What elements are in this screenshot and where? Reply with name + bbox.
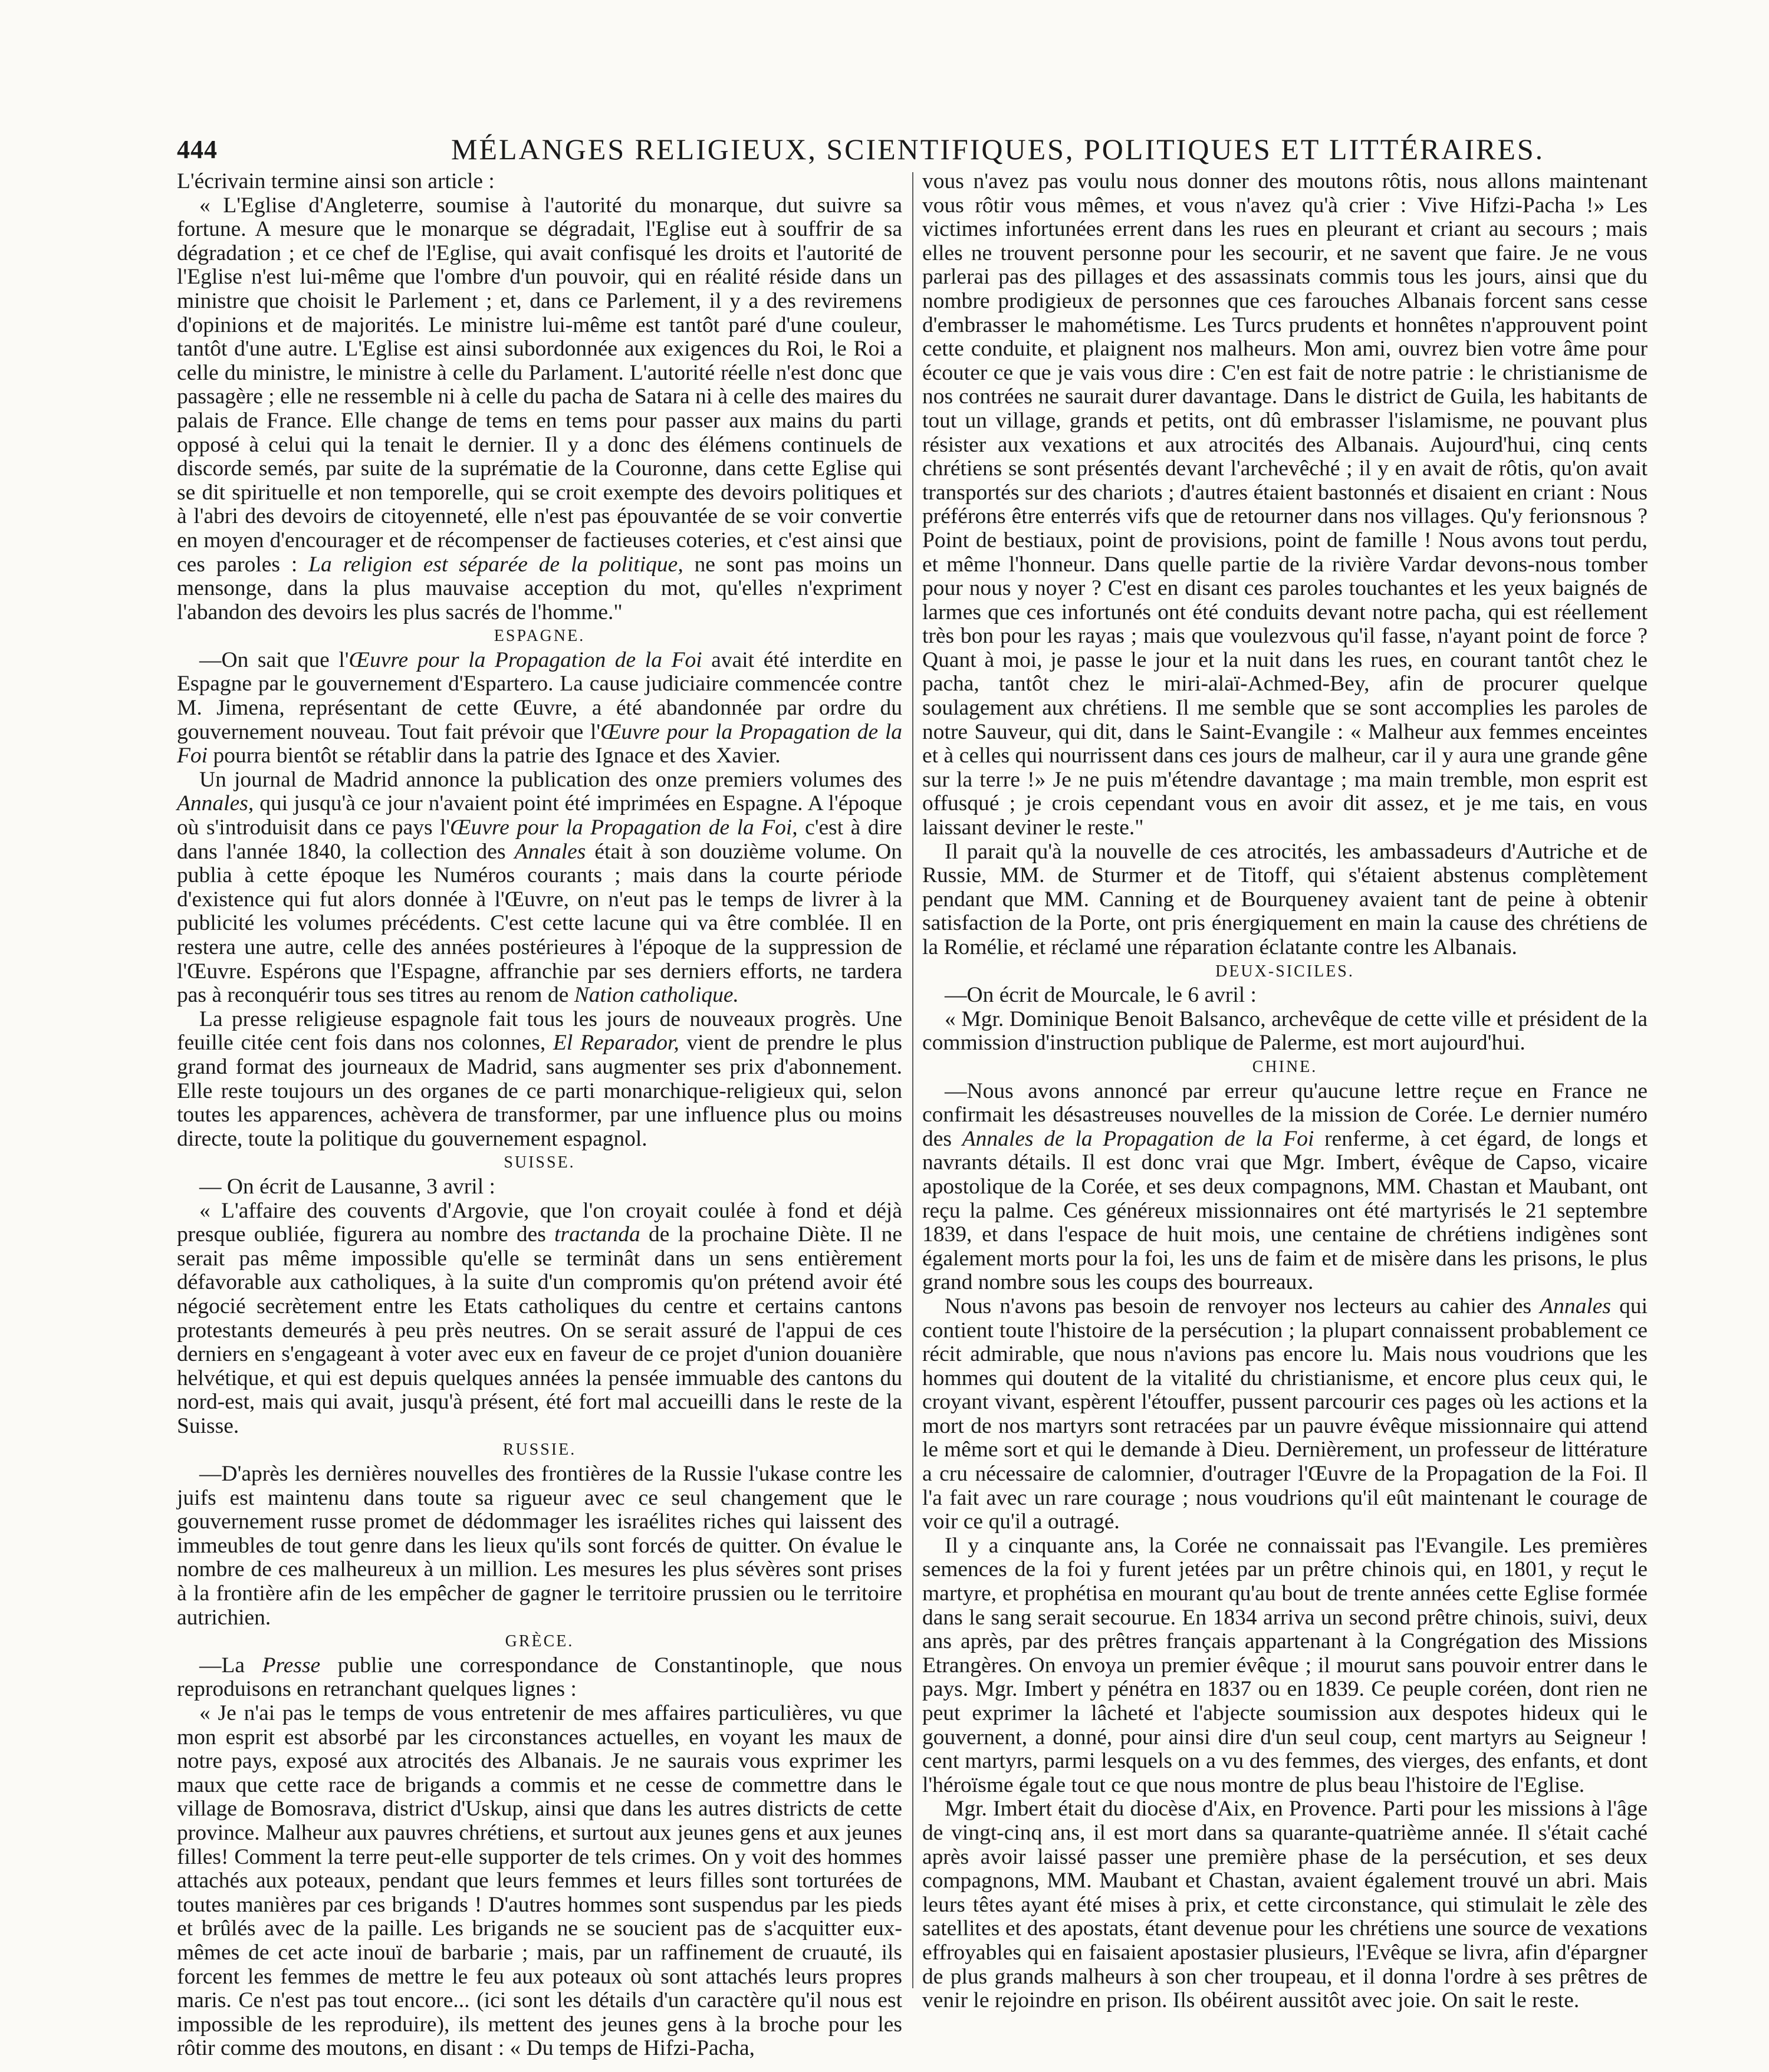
column-divider xyxy=(912,172,913,1988)
section-heading-chine: CHINE. xyxy=(1252,1057,1318,1076)
section-heading-russie: RUSSIE. xyxy=(502,1440,577,1459)
paragraph: — On écrit de Lausanne, 3 avril : xyxy=(199,1174,495,1199)
paragraph: Il y a cinquante ans, la Corée ne connaissait pas l'Evangile. Les premières semences de la foi y furent jetées par un prêtre chinois qui, en 1801, y reçut le martyre, et prophétisa en mourant qu'au bout de trente années cette Eglise formée dans le sang serait secourue. En 1834 arriva un second prêtre chinois, suivi, deux ans après, par des prêtres français appartenant à la Congrégation des Missions Etrangères. On envoya un premier évêque ; il mourut sans pouvoir entrer dans le pays. Mgr. Imbert y pénétra en 1837 ou en 1839. Ce peuple coréen, dont rien ne peut exprimer la lâcheté et l'abjecte soumission aux despotes hideux qui le gouvernent, a donné, pour ainsi dire d'un seul coup, cent martyrs au Seigneur ! cent martyrs, parmi lesquels on a vu des femmes, des vierges, des enfants, et dont l'héroïsme égale tout ce que nous montre de plus beau l'histoire de l'Eglise. xyxy=(922,1533,1648,1797)
right-column xyxy=(922,169,1648,2013)
page-header xyxy=(177,131,1639,172)
paragraph: —On sait que l'Œuvre pour la Propagation de la Foi avait été interdite en Espagne par le gouvernement d'Espartero. La cause judiciaire commencée contre M. Jimena, représentant de cette Œuvre, a été abandonnée par ordre du gouvernement nouveau. Tout fait prévoir que l'Œuvre pour la Propagation de la Foi pourra bientôt se rétablir dans la patrie des Ignace et des Xavier. xyxy=(177,647,903,768)
paragraph: Mgr. Imbert était du diocèse d'Aix, en Provence. Parti pour les missions à l'âge de vingt-cinq ans, il est mort dans sa quarante-quatrième année. Il s'était caché après avoir laissé passer une première phase de la persécution, et ses deux compagnons, MM. Maubant et Chastan, avaient également trouvé un abri. Mais leurs têtes ayant été mises à prix, et cette circonstance, qui stimulait le zèle des satellites et des apostats, étant devenue pour les chrétiens une source de vexations effroyables qui en faisaient apostasier plusieurs, l'Evêque se livra, afin d'épargner de plus grands malheurs à son cher troupeau, et il donna l'ordre à ses prêtres de venir le rejoindre en prison. Ils obéirent aussitôt avec joie. On sait le reste. xyxy=(922,1797,1648,2013)
paragraph: « L'affaire des couvents d'Argovie, que l'on croyait coulée à fond et déjà presque oubliée, figurera au nombre des tractanda de la prochaine Diète. Il ne serait pas même impossible qu'elle se terminât dans un sens entièrement défavorable aux catholiques, à la suite d'un compromis qu'on prétend avoir été négocié secrètement entre les Etats catholiques du centre et certains cantons protestants demeurés à peu près neutres. On se serait assuré de l'appui de ces derniers en s'engageant à voter avec eux en faveur de ce projet d'union douanière helvétique, et qui est depuis quelques années la pensée immuable des cantons du nord-est, mais qui avait, jusqu'à présent, été fort mal accueilli dans le reste de la Suisse. xyxy=(177,1198,902,1438)
running-title: MÉLANGES RELIGIEUX, SCIENTIFIQUES, POLITIQUES ET LITTÉRAIRES. xyxy=(451,133,1545,166)
paragraph: —On écrit de Mourcale, le 6 avril : xyxy=(945,983,1257,1008)
paragraph: « Mgr. Dominique Benoit Balsanco, archevêque de cette ville et président de la commission d'instruction publique de Palerme, est mort aujourd'hui. xyxy=(922,1007,1648,1055)
paragraph: Il parait qu'à la nouvelle de ces atrocités, les ambassadeurs d'Autriche et de Russie, MM. de Sturmer et de Titoff, qui s'étaient abstenus complètement pendant que MM. Canning et de Bourqueney avaient tant de peine à obtenir satisfaction de la Porte, ont pris énergiquement en main la cause des chrétiens de la Romélie, et réclamé une réparation éclatante contre les Albanais. xyxy=(922,839,1648,959)
paragraph: vous n'avez pas voulu nous donner des moutons rôtis, nous allons maintenant vous rôtir vous mêmes, et vous n'avez qu'à crier : Vive Hifzi-Pacha !» Les victimes infortunées errent dans les rues en pleurant et criant au secours ; mais elles ne trouvent personne pour les secourir, et ne savent que faire. Je ne vous parlerai pas des pillages et des assassinats commis tous les jours, ainsi que du nombre prodigieux de personnes que ces farouches Albanais forcent sans cesse d'embrasser le mahométisme. Les Turcs prudents et honnêtes n'approuvent point cette conduite, et plaignent nos malheurs. Mon ami, ouvrez bien votre âme pour écouter ce que je vais vous dire : C'en est fait de notre patrie : le christianisme de nos contrées ne saurait durer davantage. Dans le district de Guila, les habitants de tout un village, grands et petits, ont dû embrasser l'islamisme, ne pouvant plus résister aux vexations et aux atrocités des Albanais. Aujourd'hui, cinq cents chrétiens se sont présentés devant l'archevêché ; il y en avait de rôtis, qu'on avait transportés sur des chariots ; d'autres étaient bastonnés et disaient en criant : Nous préférons être enterrés vifs que de retourner dans nos villages. Qu'y ferionsnous ? Point de bestiaux, point de provisions, point de famille ! Nous avons tout perdu, et même l'honneur. Dans quelle partie de la rivière Vardar devons-nous tomber pour nous y noyer ? C'est en disant ces paroles touchantes et les yeux baignés de larmes que ces infortunés ont été conduits devant notre pacha, qui est réellement très bon pour les rayas ; mais que voulezvous qu'il fasse, n'ayant point de force ? Quant à moi, je passe le jour et la nuit dans les rues, en courant tantôt chez le pacha, tantôt chez le miri-alaï-Achmed-Bey, afin de procurer quelque soulagement aux chrétiens. Il me semble que se sont accomplies les paroles de notre Sauveur, qui dit, dans le Saint-Evangile : « Malheur aux femmes enceintes et à celles qui nourrissent dans ces jours de malheur, car il y aura une grande gêne sur la terre !» Je ne puis m'étendre davantage ; ma main tremble, mon esprit est offusqué ; je crois cependant vous en avoir dit assez, et je me tais, en vous laissant deviner le reste." xyxy=(922,169,1648,840)
paragraph: « Je n'ai pas le temps de vous entretenir de mes affaires particulières, vu que mon esprit est absorbé par les circonstances actuelles, en voyant les maux de notre pays, exposé aux atrocités des Albanais. Je ne saurais vous exprimer les maux que cette race de brigands a commis et ne cesse de commettre dans le village de Bomosrava, district d'Uskup, ainsi que dans les autres districts de cette province. Malheur aux pauvres chrétiens, et surtout aux jeunes gens et aux jeunes filles! Comment la terre peut-elle supporter de tels crimes. On y voit des hommes attachés aux poteaux, pendant que leurs femmes et leurs filles sont torturées de toutes manières par ces brigands ! D'autres hommes sont suspendus par les pieds et brûlés avec de la paille. Les brigands ne se soucient pas de s'acquitter eux-mêmes de cet acte inouï de barbarie ; mais, par un raffinement de cruauté, ils forcent les femmes de mettre le feu aux poteaux où sont attachés leurs propres maris. Ce n'est pas tout encore... (ici sont les détails d'un caractère qu'il nous est impossible de les reproduire), ils mettent des jeunes gens à la broche pour les rôtir comme des moutons, en disant : « Du temps de Hifzi-Pacha, xyxy=(177,1701,902,2061)
page-number: 444 xyxy=(177,135,218,164)
section-heading-espagne: ESPAGNE. xyxy=(494,627,586,646)
left-column xyxy=(177,169,903,2061)
paragraph: —D'après les dernières nouvelles des frontières de la Russie l'ukase contre les juifs est maintenu dans toute sa rigueur avec ce seul changement que le gouvernement russe promet de dédommager les israélites riches qui laissent des immeubles de tout genre dans les lieux qu'ils sont forcés de quitter. On évalue le nombre de ces malheureux à un million. Les mesures les plus sévères sont prises à la frontière afin de les empêcher de gagner le territoire prussien ou le territoire autrichien. xyxy=(177,1462,902,1630)
paragraph: —La Presse publie une correspondance de Constantinople, que nous reproduisons en retranchant quelques lignes : xyxy=(177,1653,903,1702)
section-heading-grece: GRÈCE. xyxy=(505,1632,574,1651)
section-heading-deux-siciles: DEUX-SICILES. xyxy=(1215,962,1354,981)
paragraph: —Nous avons annoncé par erreur qu'aucune lettre reçue en France ne confirmait les désastreuses nouvelles de la mission de Corée. Le dernier numéro des Annales de la Propagation de la Foi renferme, à cet égard, de longs et navrants détails. Il est donc vrai que Mgr. Imbert, évêque de Capso, vicaire apostolique de la Corée, et ses deux compagnons, MM. Chastan et Maubant, ont reçu la palme. Ces généreux missionnaires ont été martyrisés le 21 septembre 1839, et dans l'espace de huit mois, une centaine de chrétiens indigènes sont également morts pour la foi, les uns de faim et de misère dans les prisons, le plus grand nombre sous les coups des bourreaux. xyxy=(922,1078,1648,1295)
paragraph: La presse religieuse espagnole fait tous les jours de nouveaux progrès. Une feuille citée cent fois dans nos colonnes, El Reparador, vient de prendre le plus grand format des journeaux de Madrid, sans augmenter ses prix d'abonnement. Elle reste toujours un des organes de ce parti monarchique-religieux qui, selon toutes les apparences, achèvera de transformer, par une influence plus ou moins directe, toute la politique du gouvernement espagnol. xyxy=(177,1007,902,1151)
section-heading-suisse: SUISSE. xyxy=(504,1153,576,1172)
paragraph: Un journal de Madrid annonce la publication des onze premiers volumes des Annales, qui jusqu'à ce jour n'avaient point été imprimées en Espagne. A l'époque où s'introduisit dans ce pays l'Œuvre pour la Propagation de la Foi, c'est à dire dans l'année 1840, la collection des Annales était à son douzième volume. On publia à cette époque les Numéros courants ; mais dans la courte période d'existence qui fut alors donnée à l'Œuvre, on n'eut pas le temps de livrer à la publicité les volumes précédents. C'est cette lacune qui va être comblée. Il en restera une autre, celle des années postérieures à l'époque de la suppression de l'Œuvre. Espérons que l'Espagne, affranchie par ses derniers efforts, ne tardera pas à reconquérir tous ses titres au renom de Nation catholique. xyxy=(177,767,903,1008)
paragraph: L'écrivain termine ainsi son article : xyxy=(177,169,495,193)
paragraph: « L'Eglise d'Angleterre, soumise à l'autorité du monarque, dut suivre sa fortune. A mesure que le monarque se dégradait, l'Eglise eut à souffrir de sa dégradation ; et ce chef de l'Eglise, qui avait confisqué les droits et l'autorité de l'Eglise n'est lui-même que l'ombre d'un pouvoir, qui en réalité réside dans un ministre que choisit le Parlement ; et, dans ce Parlement, il y a des reviremens d'opinions et de majorités. Le ministre lui-même est tantôt paré d'une couleur, tantôt d'une autre. L'Eglise est ainsi subordonnée aux exigences du Roi, le Roi a celle du ministre, le ministre à celle du Parlament. L'autorité réelle n'est donc que passagère ; elle ne ressemble ni à celle du pacha de Satara ni à celle des maires du palais de France. Elle change de tems en tems pour passer aux mains du parti opposé à celui qui la tenait le dernier. Il y a donc des élémens continuels de discorde semés, par suite de la suprématie de la Couronne, dans cette Eglise qui se dit spirituelle et non temporelle, qui se croit exempte des devoirs politiques et à l'abri des devoirs de citoyenneté, elle n'est pas épouvantée de se voir convertie en moyen d'encourager et de récompenser de factieuses coteries, et c'est ainsi que ces paroles : La religion est séparée de la politique, ne sont pas moins un mensonge, dans la plus mauvaise acception du mot, qu'elles n'expriment l'abandon des devoirs les plus sacrés de l'homme." xyxy=(177,193,903,624)
paragraph: Nous n'avons pas besoin de renvoyer nos lecteurs au cahier des Annales qui contient toute l'histoire de la persécution ; la plupart connaissent probablement ce récit admirable, que nous n'avions pas encore lu. Mais nous voudrions que les hommes qui doutent de la vitalité du christianisme, et encore plus ceux qui, le croyant vivant, espèrent l'étouffer, pussent parcourir ces pages où les actions et la mort de nos martyrs sont retracées par un pauvre évêque missionnaire qui attend le même sort et qui le demande à Dieu. Dernièrement, un professeur de littérature a cru nécessaire de calomnier, d'outrager l'Œuvre de la Propagation de la Foi. Il l'a fait avec un rare courage ; nous voudrions qu'il eût maintenant le courage de voir ce qu'il a outragé. xyxy=(922,1294,1648,1534)
